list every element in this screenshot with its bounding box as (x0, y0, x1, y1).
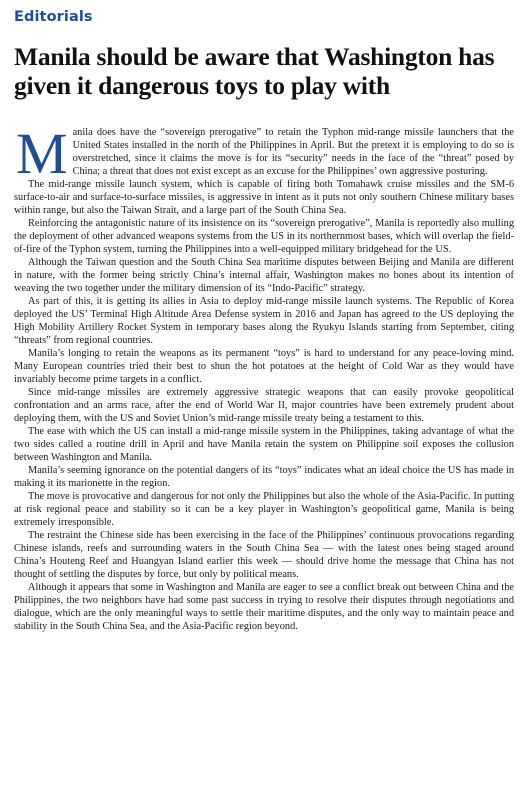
article-paragraph: The restraint the Chinese side has been exercising in the face of the Philippines’ continuous provocations regarding Chinese islands, reefs and surrounding waters in the South China Sea — with the latest ones being staged around China’s Houteng Reef and Huangyan Island earlier this week — should drive home the message that China has not thought of settling the disputes by force, but only by political means. (14, 530, 514, 580)
article-paragraph: Reinforcing the antagonistic nature of its insistence on its “sovereign prerogative”, Manila is reportedly also mulling the deployment of other advanced weapons systems from the US in its northernmost bases, which will overlap the field-of-fire of the Typhon system, turning the Philippines into a well-equipped military bridgehead for the US. (14, 218, 514, 255)
article-body (14, 121, 514, 633)
article-paragraph: Manila’s seeming ignorance on the potential dangers of its “toys” indicates what an ideal choice the US has made in making it its marionette in the region. (14, 465, 514, 489)
article-paragraph (14, 121, 514, 186)
article-paragraph: The ease with which the US can install a mid-range missile system in the Philippines, taking advantage of what the two sides called a routine drill in April and have Manila retain the system on Philippine soil exposes the collusion between Washington and Manila. (14, 426, 514, 463)
article-paragraph: As part of this, it is getting its allies in Asia to deploy mid-range missile launch systems. The Republic of Korea deployed the US’ Terminal High Altitude Area Defense system in 2016 and Japan has agreed to the US deploying the High Mobility Artillery Rocket System in temporary bases along the Ryukyu Islands starting from September, citing “threats” from regional countries. (14, 296, 514, 346)
article-paragraph: The move is provocative and dangerous for not only the Philippines but also the whole of the Asia-Pacific. In putting at risk regional peace and stability so it can be a key player in Washington’s geopolitical game, Manila is being extremely irresponsible. (14, 491, 514, 528)
article-paragraph: Although the Taiwan question and the South China Sea maritime disputes between Beijing and Manila are different in nature, with the former being strictly China’s internal affair, Washington makes no bones about its intention of weaving the two together under the military dimension of its “Indo-Pacific” strategy. (14, 257, 514, 294)
section-label: Editorials (14, 9, 93, 25)
article-paragraph: The mid-range missile launch system, which is capable of firing both Tomahawk cruise missiles and the SM-6 surface-to-air and surface-to-surface missiles, is aggressive in intent as it puts not only southern Chinese military bases within range, but also the Taiwan Strait, and a large part of the South China Sea. (14, 179, 514, 216)
article-paragraph: Although it appears that some in Washington and Manila are eager to see a conflict break out between China and the Philippines, the two neighbors have had some past success in trying to resolve their disputes through negotiations and dialogue, which are the only meaningful ways to settle their maritime disputes, and the only way to maintain peace and stability in the South China Sea, and the Asia-Pacific region beyond. (14, 582, 514, 632)
paragraph-text: anila does have the “sovereign prerogative” to retain the Typhon mid-range missile launchers that the United States installed in the north of the Philippines in April. But the pretext it is employing to do so is overstretched, since it claims the move is for its “security” needs in the face of the “threat” posed by China; a threat that does not exist except as an excuse for the Philippines’ own aggressive posturing. (72, 127, 514, 177)
article-paragraph: Since mid-range missiles are extremely aggressive strategic weapons that can easily provoke geopolitical confrontation and an arms race, after the end of World War II, major countries have been extremely prudent about deploying them, with the US and Soviet Union’s mid-range missile treaty being a testament to this. (14, 387, 514, 424)
headline: Manila should be aware that Washington has given it dangerous toys to play with (14, 42, 495, 100)
article-paragraph: Manila’s longing to retain the weapons as its permanent “toys” is hard to understand for any peace-loving mind. Many European countries tried their best to shun the hot potatoes at the height of Cold War as they would have invariably become prime targets in a conflict. (14, 348, 514, 385)
drop-cap: M (16, 121, 68, 186)
